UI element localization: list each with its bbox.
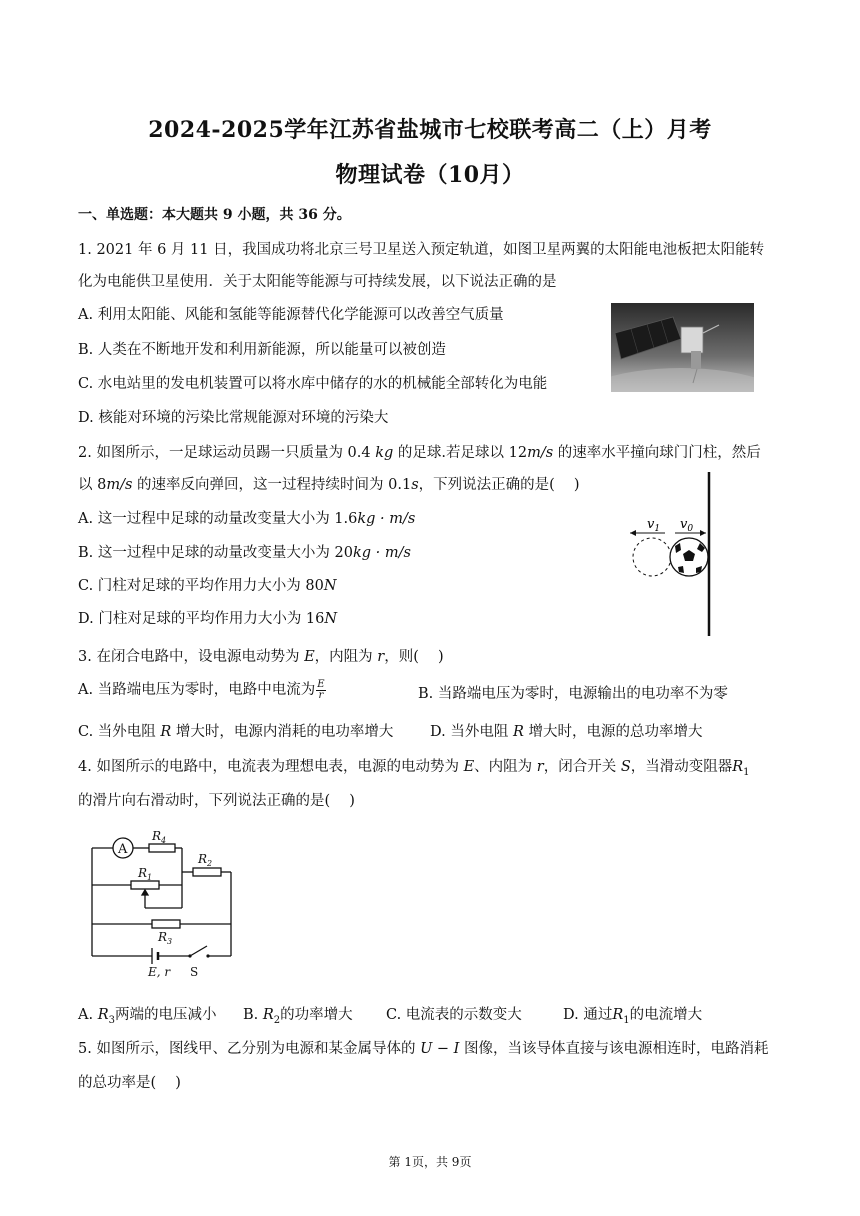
q3-stem [78, 645, 444, 666]
unit-momentum: kg · m/s [352, 545, 411, 561]
subscript-1: 1 [623, 1014, 630, 1026]
unit-ms: m/s [527, 445, 554, 461]
q4-option-b [243, 1003, 353, 1026]
q4-option-a-prefix: A. [78, 1007, 98, 1023]
q4-option-d-part-b: 的电流增大 [629, 1007, 703, 1023]
q1-option-a: A. 利用太阳能、风能和氢能等能源替代化学能源可以改善空气质量 [78, 307, 504, 323]
symbol-R1: R [612, 1007, 624, 1023]
q3-option-a-text: A. 当路端电压为零时，电路中电流为 [78, 682, 316, 698]
q5-stem-line2: 的总功率是( ) [78, 1075, 181, 1091]
symbol-R: R [160, 724, 172, 740]
q2-option-c-text: C. 门柱对足球的平均作用力大小为 80 [78, 578, 324, 594]
q2-option-c [78, 574, 337, 595]
q2-stem-line1-part-a: 2. 如图所示，一足球运动员踢一只质量为 0.4 [78, 445, 376, 461]
symbol-u-minus-i: U − I [420, 1041, 460, 1057]
q4-stem-part-d: ，当滑动变阻器 [630, 759, 733, 775]
switch-label: S [190, 965, 199, 979]
ammeter-label: A [118, 842, 128, 857]
q4-stem-line2: 的滑片向右滑动时，下列说法正确的是( ) [78, 793, 355, 809]
subscript-1: 1 [743, 766, 750, 778]
ball-outline-dashed [633, 538, 671, 576]
q4-option-d-part-a: D. 通过 [563, 1007, 613, 1023]
q4-option-c: C. 电流表的示数变大 [386, 1007, 522, 1023]
symbol-R1: R [732, 759, 744, 775]
symbol-r: r [377, 649, 385, 665]
section-heading: 一、单选题：本大题共 9 小题，共 36 分。 [78, 207, 351, 223]
q4-option-d [563, 1003, 702, 1026]
q3-option-a [78, 678, 327, 701]
unit-s: s [411, 477, 419, 493]
fraction-numerator: E [317, 678, 325, 690]
q2-stem-line1-part-c: 的速率水平撞向球门门柱，然后 [553, 445, 761, 461]
symbol-r: r [536, 759, 544, 775]
q1-option-d: D. 核能对环境的污染比常规能源对环境的污染大 [78, 410, 389, 426]
q2-option-a-text: A. 这一过程中足球的动量改变量大小为 1.6 [78, 511, 358, 527]
q2-stem-line2 [78, 473, 580, 494]
symbol-s: S [620, 759, 631, 775]
q1-option-b: B. 人类在不断地开发和利用新能源，所以能量可以被创造 [78, 342, 446, 358]
symbol-e: E [304, 649, 315, 665]
q3-option-d-part-a: D. 当外电阻 [430, 724, 513, 740]
fraction-e-over-r [316, 680, 325, 701]
q2-option-b-text: B. 这一过程中足球的动量改变量大小为 20 [78, 545, 353, 561]
symbol-R3: R [97, 1007, 109, 1023]
q2-option-a [78, 507, 415, 528]
q4-option-a-text: 两端的电压减小 [115, 1007, 217, 1023]
circuit-diagram [86, 828, 236, 980]
q4-option-a [78, 1003, 217, 1026]
satellite-photo [611, 303, 754, 392]
symbol-e: E [463, 759, 475, 775]
q5-stem-line1 [78, 1037, 769, 1058]
q5-stem-part-b: 图像，当该导体直接与该电源相连时，电路消耗 [459, 1041, 769, 1057]
velocity-v0-label: $v_0$ [680, 517, 694, 534]
fraction-denominator: r [318, 689, 324, 701]
unit-kg: kg [375, 445, 394, 461]
page-footer: 第 1页，共 9页 [388, 1155, 472, 1169]
q1-option-c: C. 水电站里的发电机装置可以将水库中储存的水的机械能全部转化为电能 [78, 376, 548, 392]
q3-stem-part-a: 3. 在闭合电路中，设电源电动势为 [78, 649, 305, 665]
q2-stem-line1-part-b: 的足球.若足球以 12 [393, 445, 528, 461]
q1-stem-line1: 1. 2021 年 6 月 11 日，我国成功将北京三号卫星送入预定轨道，如图卫星两翼的太阳能电池板把太阳能转 [78, 242, 765, 258]
q2-option-b [78, 541, 411, 562]
q3-stem-part-b: ，内阻为 [314, 649, 378, 665]
q3-option-d-part-b: 增大时，电源的总功率增大 [523, 724, 703, 740]
exam-title-line1: 2024-2025学年江苏省盐城市七校联考高二（上）月考 [148, 117, 712, 143]
q3-option-b: B. 当路端电压为零时，电源输出的电功率不为零 [418, 686, 728, 702]
q5-stem-part-a: 5. 如图所示，图线甲、乙分别为电源和某金属导体的 [78, 1041, 421, 1057]
unit-momentum: kg · m/s [357, 511, 416, 527]
exam-title-line2: 物理试卷（10月） [335, 162, 525, 188]
q2-stem-line2-part-a: 以 8 [78, 477, 107, 493]
q3-option-c [78, 720, 393, 741]
symbol-R2: R [262, 1007, 274, 1023]
q2-option-d-text: D. 门柱对足球的平均作用力大小为 16 [78, 611, 325, 627]
q3-option-c-part-a: C. 当外电阻 [78, 724, 161, 740]
q2-option-d [78, 607, 337, 628]
q4-stem-part-b: 、内阻为 [474, 759, 537, 775]
q2-stem-line2-part-c: ，下列说法正确的是( ) [418, 477, 580, 493]
r3-label: $R_3$ [158, 930, 173, 946]
q3-option-d [430, 720, 702, 741]
q4-stem-line1 [78, 755, 750, 778]
velocity-v1-label: $v_1$ [647, 517, 661, 534]
subscript-3: 3 [108, 1014, 115, 1026]
q4-stem-part-a: 4. 如图所示的电路中，电流表为理想电表，电源的电动势为 [78, 759, 464, 775]
q2-stem-line2-part-b: 的速率反向弹回，这一过程持续时间为 0.1 [132, 477, 412, 493]
symbol-R: R [512, 724, 524, 740]
q2-stem-line1 [78, 441, 761, 462]
q3-stem-part-c: ，则( ) [384, 649, 444, 665]
q4-option-b-text: 的功率增大 [280, 1007, 353, 1023]
unit-ms: m/s [106, 477, 133, 493]
r1-label: $R_1$ [138, 866, 153, 882]
source-label: E, r [148, 965, 171, 979]
r2-label: $R_2$ [198, 852, 213, 868]
unit-n: N [323, 578, 337, 594]
q1-stem-line2: 化为电能供卫星使用．关于太阳能等能源与可持续发展，以下说法正确的是 [78, 274, 557, 290]
q3-option-c-part-b: 增大时，电源内消耗的电功率增大 [171, 724, 394, 740]
q4-option-b-prefix: B. [243, 1007, 263, 1023]
subscript-2: 2 [273, 1014, 281, 1026]
r4-label: $R_4$ [152, 829, 167, 845]
ball-post-figure [620, 470, 720, 638]
unit-n: N [324, 611, 338, 627]
q4-stem-part-c: ，闭合开关 [543, 759, 621, 775]
